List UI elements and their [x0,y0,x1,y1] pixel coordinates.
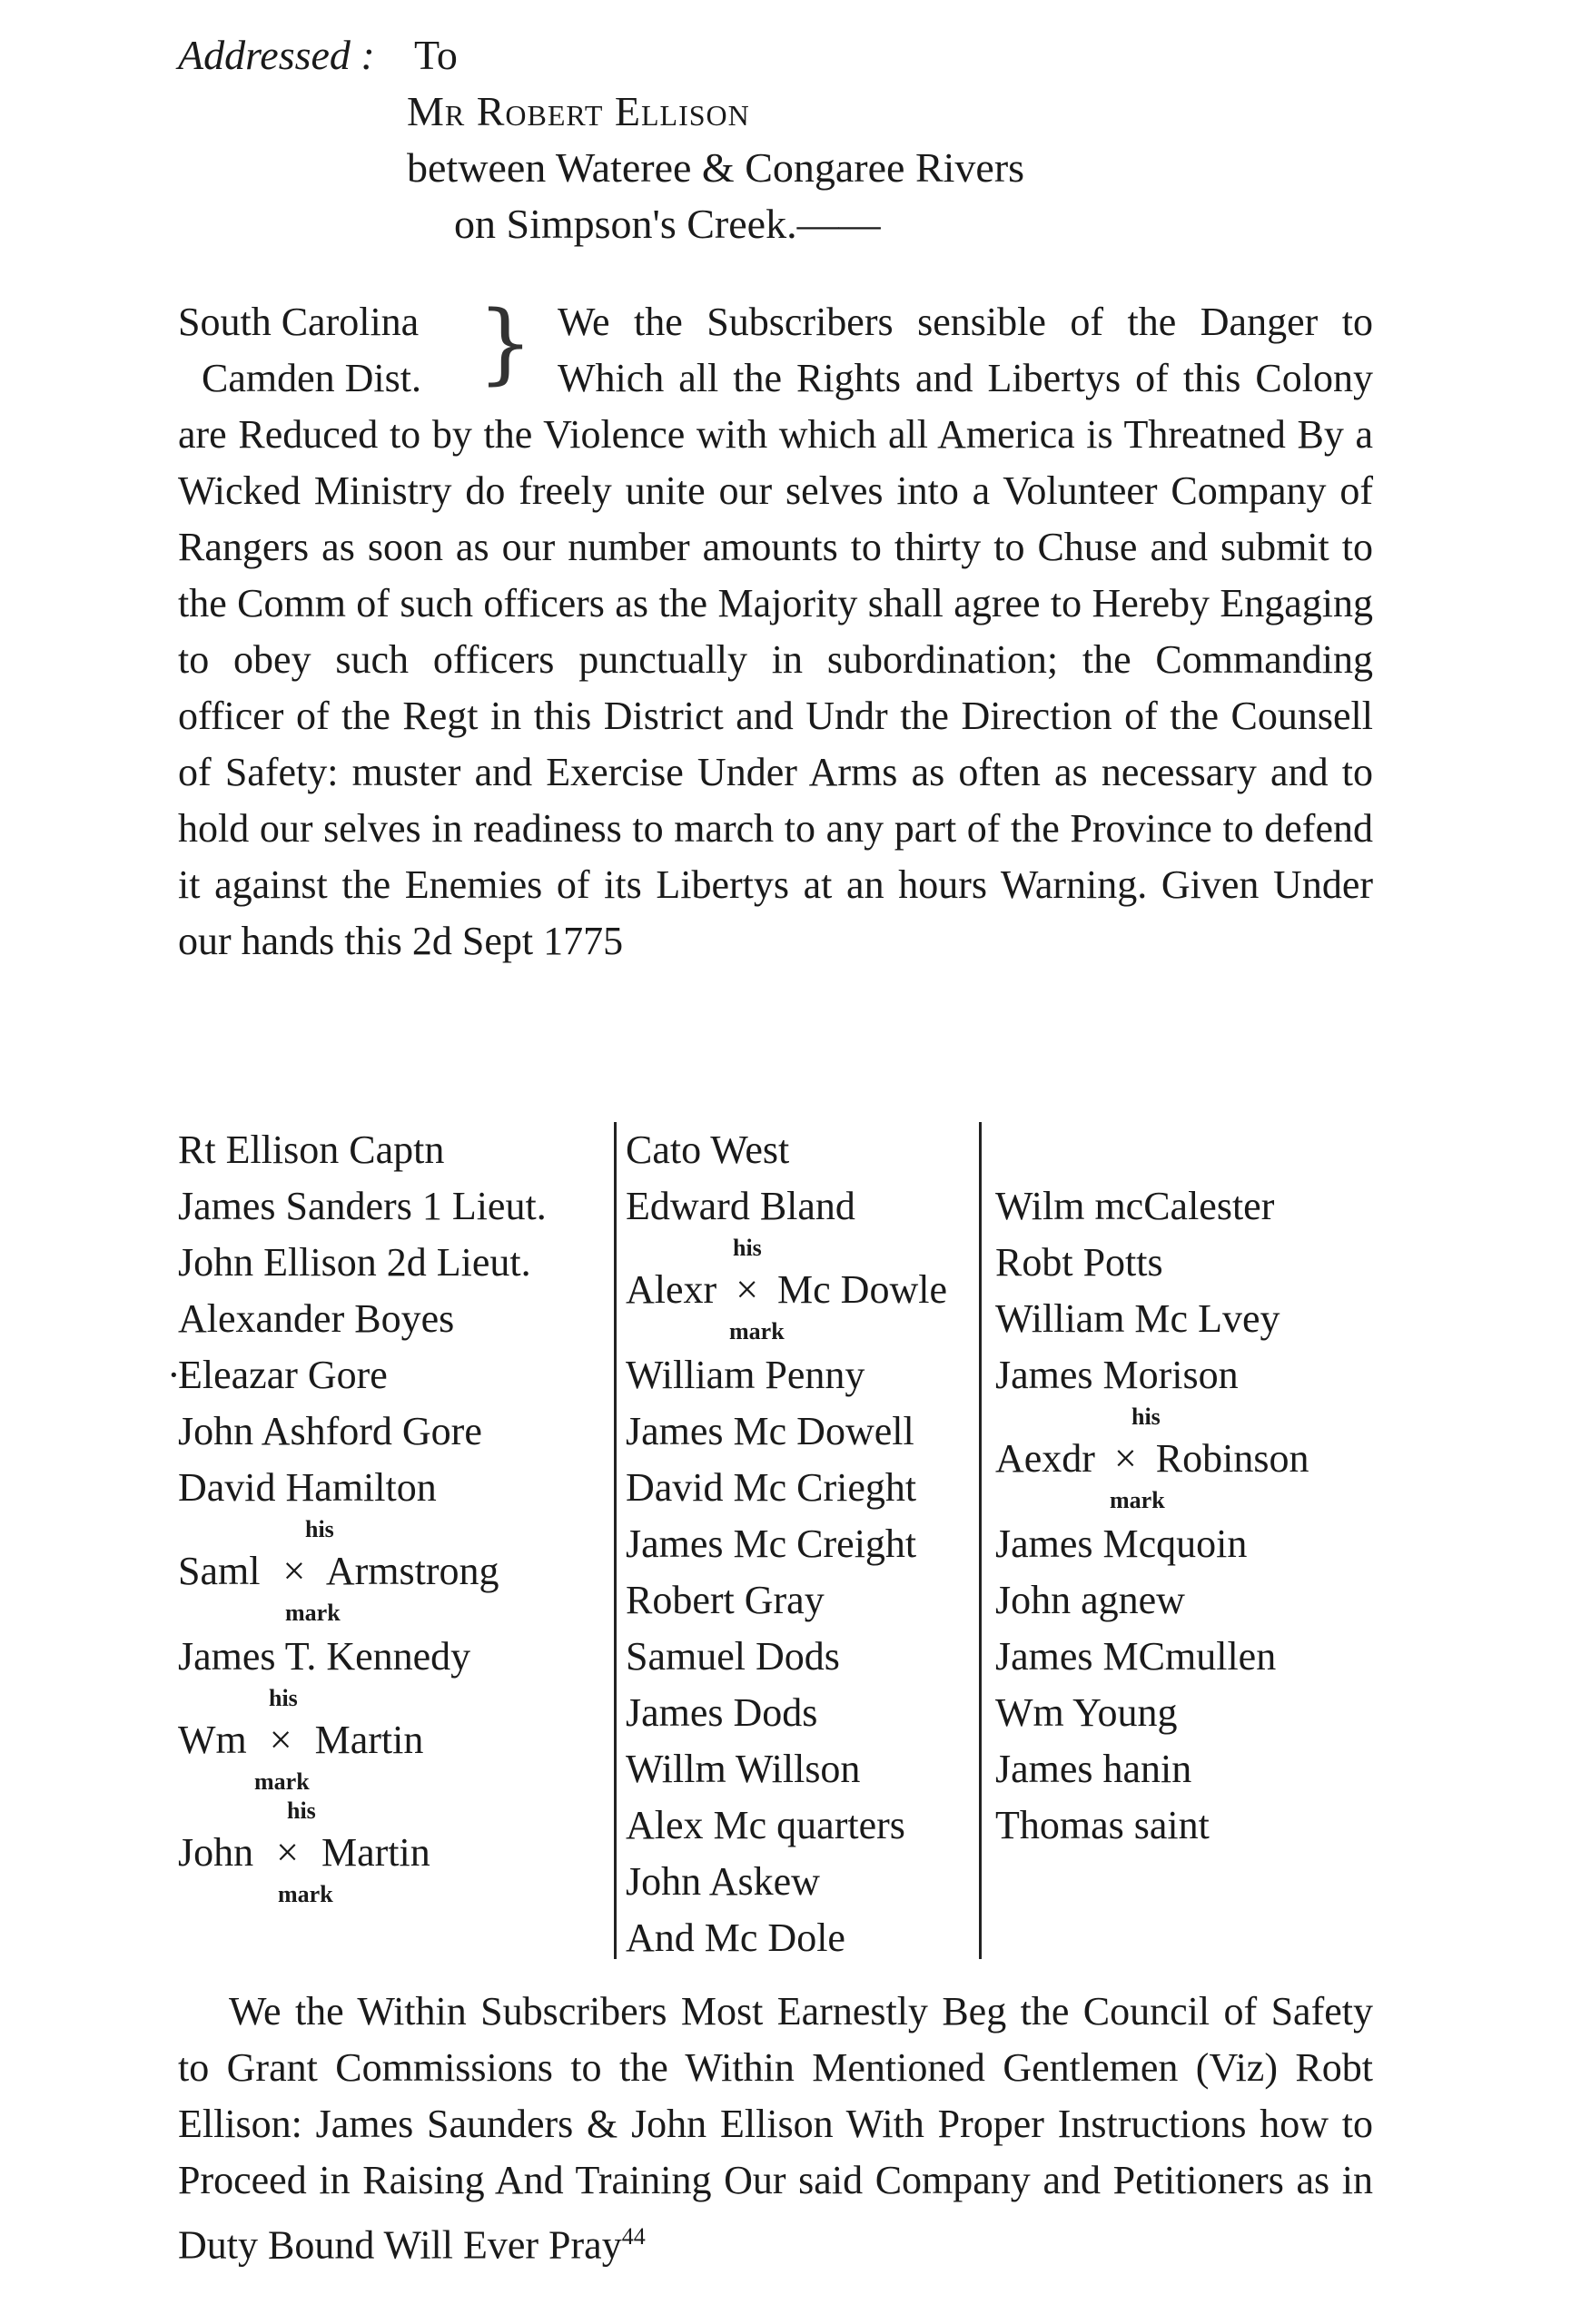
x-mark-icon: × [282,1549,306,1593]
location-line-1: South Carolina [178,300,420,344]
signature: Wilm mcCalester [995,1184,1275,1228]
x-mark-icon: × [276,1830,299,1875]
signature: Thomas saint [995,1803,1210,1847]
mark-label: mark [1110,1487,1165,1513]
signature: John Ashford Gore [178,1409,482,1453]
signature: Rt Ellison Captn [178,1128,445,1172]
mark-signature [995,1403,1373,1516]
address-line-3: on Simpson's Creek.—— [454,201,881,247]
signature: James Morison [995,1353,1239,1397]
signature: David Hamilton [178,1465,437,1510]
signature-first: John [178,1830,254,1875]
address-label: Addressed : [178,32,375,78]
closing-paragraph [178,1984,1373,2274]
mark-label: mark [278,1881,333,1907]
mark-signature-line [178,1712,423,1768]
signature-last: Robinson [1155,1436,1309,1481]
signature: James Mcquoin [995,1521,1248,1566]
x-mark-icon: × [736,1267,759,1312]
signature: ·Eleazar Gore [167,1353,388,1397]
his-label: his [733,1235,762,1261]
signature-first: Saml [178,1549,261,1593]
signature: David Mc Crieght [626,1465,917,1510]
x-mark-icon: × [269,1718,292,1762]
mark-signature-line [626,1262,947,1318]
signature: Robert Gray [626,1578,825,1622]
signature-table [167,1122,1373,1960]
signature: Alex Mc quarters [626,1803,905,1847]
signature-blank [995,1122,1373,1178]
signature-column-1 [167,1122,605,1910]
signature: Willm Willson [626,1747,861,1791]
signature: James Sanders 1 Lieut. [178,1184,547,1228]
signature: Wm Young [995,1690,1178,1735]
address-to: To [414,32,458,78]
petition-paragraph: We the Subscribers sensible of the Danger to Which all the Rights and Libertys of this Colony are Reduced to by the Violence with which all America is Threatned By a Wicked Ministry do freely unite our selves into a Volunteer Company of Rangers as soon as our number amounts to thirty to Chuse and submit to the Comm of such officers as the Majority shall agree to Hereby Engaging to obey such officers punctually in subordination; the Commanding officer of the Regt in this District and Undr the Direction of the Counsell of Safety: muster and Exercise Under Arms as often as necessary and to hold our selves in readiness to march to any part of the Province to defend it against the Enemies of its Libertys at an hours Warning. Given Under our hands this 2d Sept 1775 [178,300,1373,963]
signature-column-2 [614,1122,982,1959]
x-mark-icon: × [1113,1436,1137,1481]
signature: James Mc Dowell [626,1409,914,1453]
signature-last: Armstrong [325,1549,499,1593]
location-block [178,294,541,407]
signature: Samuel Dods [626,1634,840,1679]
signature: Cato West [626,1128,790,1172]
his-label: his [269,1685,298,1711]
mark-signature [178,1797,605,1910]
signature-name: Eleazar Gore [178,1353,388,1397]
address-line-2: between Wateree & Congaree Rivers [407,144,1025,191]
mark-label: mark [729,1318,785,1344]
footnote-ref: 44 [621,2223,646,2250]
mark-label: mark [254,1768,310,1795]
mark-signature-line [178,1825,430,1881]
mark-signature [178,1685,605,1797]
his-label: his [305,1516,334,1542]
brace-icon: } [478,292,534,394]
closing-text: We the Within Subscribers Most Earnestly Beg the Council of Safety to Grant Commissions to the Within Mentioned Gentlemen (Viz) Robt Ellison: James Saunders & John Ellison With Proper Instructions how to Proceed in Raising And Training Our said Company and Petitioners as in Duty Bound Will Ever Pray [178,1989,1373,2268]
signature: William Mc Lvey [995,1296,1280,1341]
location-line-2: Camden Dist. [202,356,421,400]
signature: James Dods [626,1690,818,1735]
his-label: his [287,1797,316,1824]
signature: James MCmullen [995,1634,1277,1679]
mark-label: mark [285,1600,341,1626]
signature: John Askew [626,1859,820,1904]
mark-signature [626,1235,979,1347]
mark-signature [178,1516,605,1629]
signature-last: Martin [321,1830,430,1875]
signature: Edward Bland [626,1184,855,1228]
signature: Alexander Boyes [178,1296,455,1341]
signature-first: Alexr [626,1267,717,1312]
mark-signature-line [995,1431,1309,1487]
petition-body [178,294,1373,970]
signature: And Mc Dole [626,1915,845,1960]
mark-signature-line [178,1543,499,1600]
signature: William Penny [626,1353,865,1397]
his-label: his [1131,1403,1161,1430]
signature-last: Martin [314,1718,424,1762]
address-block [178,27,1025,247]
signature: John agnew [995,1578,1185,1622]
signature-first: Wm [178,1718,247,1762]
signature: James hanin [995,1747,1192,1791]
signature-first: Aexdr [995,1436,1095,1481]
signature: John Ellison 2d Lieut. [178,1240,531,1285]
signature: James T. Kennedy [178,1634,471,1679]
signature: Robt Potts [995,1240,1163,1285]
signature-column-3 [995,1122,1373,1854]
address-lines [407,84,1024,252]
closing-block [178,1984,1373,2274]
signature: James Mc Creight [626,1521,917,1566]
address-recipient: Mr Robert Ellison [407,88,750,134]
signature-last: Mc Dowle [777,1267,947,1312]
